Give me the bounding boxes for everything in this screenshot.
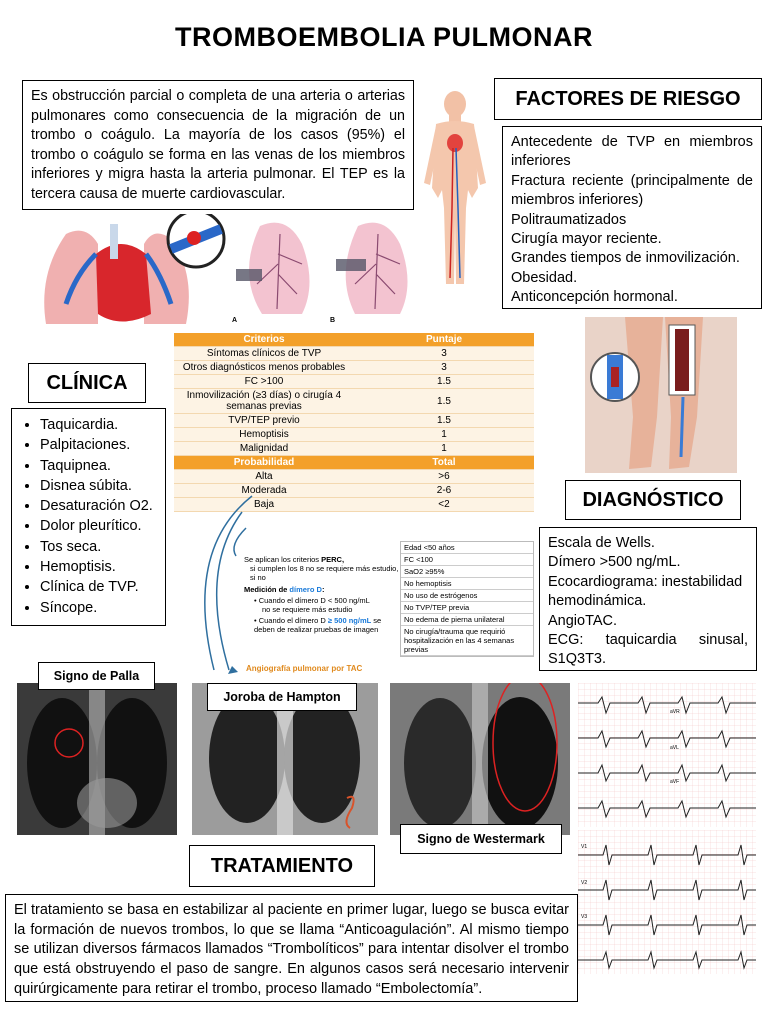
diagnostico-line: ECG: taquicardia sinusal, S1Q3T3. bbox=[548, 632, 748, 668]
intro-box bbox=[22, 80, 414, 210]
lung-b-label: B bbox=[330, 317, 336, 324]
perc-criterion: No edema de pierna unilateral bbox=[401, 614, 533, 626]
tratamiento-box bbox=[5, 894, 578, 1002]
xray-palla bbox=[17, 683, 177, 835]
risk-item: Politraumatizados bbox=[511, 211, 627, 228]
wells-col-criteria: Criterios bbox=[174, 333, 354, 347]
tratamiento-heading-text: TRATAMIENTO bbox=[210, 854, 354, 877]
caption-hampton bbox=[207, 683, 357, 711]
wells-prob-total: <2 bbox=[354, 498, 534, 512]
clinica-list bbox=[16, 415, 161, 618]
lung-b-illustration bbox=[330, 214, 420, 318]
wells-criterion: Hemoptisis bbox=[174, 428, 354, 442]
risk-item: Antecedente de TVP en miembros inferiores bbox=[511, 134, 753, 170]
perc-flow-dimer-text: Medición de bbox=[244, 585, 290, 594]
xray-westermark bbox=[390, 683, 570, 835]
perc-criteria-box bbox=[400, 541, 534, 657]
wells-prob-total: >6 bbox=[354, 470, 534, 484]
ecg-strips bbox=[578, 683, 756, 827]
risk-item: Obesidad. bbox=[511, 269, 578, 286]
perc-criterion: SaO2 ≥95% bbox=[401, 566, 533, 578]
perc-flow-bullet2-text: Cuando el dímero D bbox=[258, 616, 328, 625]
ecg-lead-label: aVL bbox=[670, 745, 679, 751]
wells-prob-label: Moderada bbox=[174, 484, 354, 498]
risk-box bbox=[502, 126, 762, 309]
wells-row bbox=[174, 428, 534, 442]
perc-flow-dimer bbox=[244, 585, 402, 594]
perc-flow-bullet1-text: Cuando el dímero D < 500 ng/mL bbox=[258, 596, 370, 605]
heart-lungs-illustration bbox=[36, 214, 226, 330]
perc-flow-bullet2-result: se deben de realizar pruebas de imagen bbox=[254, 616, 382, 634]
perc-flow-bullet2: • Cuando el dímero D ≥ 500 ng/mL se deben de realizar pruebas de imagen bbox=[254, 616, 382, 634]
wells-header-row bbox=[174, 333, 534, 347]
perc-flow-dimer-term: dímero D bbox=[289, 585, 322, 594]
clinica-item: • Taquicardia. bbox=[40, 415, 161, 435]
clinica-heading bbox=[28, 363, 146, 403]
clinica-box bbox=[11, 408, 166, 626]
caption-westermark bbox=[400, 824, 562, 854]
risk-item: Cirugía mayor reciente. bbox=[511, 231, 662, 248]
wells-col-score: Puntaje bbox=[354, 333, 534, 347]
perc-flow-line2: si cumplen los 8 no se requiere más estudio, si no bbox=[250, 564, 399, 582]
leg-dvt-illustration bbox=[585, 317, 737, 473]
wells-score: 1.5 bbox=[354, 414, 534, 428]
ecg-lead-label: aVR bbox=[670, 709, 680, 715]
body-dvt-illustration bbox=[416, 88, 494, 288]
perc-flow-angio: Angiografía pulmonar por TAC bbox=[246, 664, 363, 673]
risk-item: Anticoncepción hormonal. bbox=[511, 289, 678, 306]
ecg-lead-label: V3 bbox=[581, 914, 588, 920]
wells-criterion: Inmovilización (≥3 días) o cirugía 4 semanas previas bbox=[174, 389, 354, 414]
risk-item: Fractura reciente (principalmente de miembros inferiores) bbox=[511, 172, 753, 209]
clinica-item: • Dolor pleurítico. bbox=[40, 516, 161, 536]
clinica-item: • Síncope. bbox=[40, 598, 161, 618]
diagnostico-line: Dímero >500 ng/mL. bbox=[548, 554, 681, 571]
risk-heading bbox=[494, 78, 762, 120]
perc-criterion: No TVP/TEP previa bbox=[401, 602, 533, 614]
wells-col-total: Total bbox=[354, 456, 534, 470]
perc-flow-perc-label: PERC, bbox=[321, 555, 345, 564]
lung-a-label: A bbox=[232, 317, 238, 324]
wells-row bbox=[174, 361, 534, 375]
clinica-heading-text: CLÍNICA bbox=[46, 371, 128, 394]
perc-criterion: No uso de estrógenos bbox=[401, 590, 533, 602]
wells-table-wrapper bbox=[174, 333, 534, 512]
clinica-item: • Clínica de TVP. bbox=[40, 577, 161, 597]
clinica-item: • Taquipnea. bbox=[40, 456, 161, 476]
perc-criterion: FC <100 bbox=[401, 554, 533, 566]
wells-criterion: TVP/TEP previo bbox=[174, 414, 354, 428]
perc-criterion: No hemoptisis bbox=[401, 578, 533, 590]
perc-flow bbox=[244, 555, 402, 634]
diagnostico-line: Escala de Wells. bbox=[548, 535, 655, 551]
risk-heading-text: FACTORES DE RIESGO bbox=[515, 87, 741, 110]
clinica-item: • Desaturación O2. bbox=[40, 496, 161, 516]
diagnostico-line: AngioTAC. bbox=[548, 612, 618, 629]
diagnostico-heading-text: DIAGNÓSTICO bbox=[582, 488, 724, 511]
caption-hampton-text: Joroba de Hampton bbox=[223, 690, 341, 704]
perc-flow-bullet1: • Cuando el dímero D < 500 ng/mL no se requiere más estudio bbox=[254, 596, 370, 614]
wells-score: 1 bbox=[354, 428, 534, 442]
ecg-lead-label: V2 bbox=[581, 880, 588, 886]
perc-flow-line1-text: Se aplican los criterios bbox=[244, 555, 322, 564]
wells-score: 3 bbox=[354, 347, 534, 361]
wells-score: 3 bbox=[354, 361, 534, 375]
perc-criterion: No cirugía/trauma que requirió hospitalización en las 4 semanas previas bbox=[401, 626, 533, 656]
diagnostico-heading bbox=[565, 480, 741, 520]
wells-prob-total: 2-6 bbox=[354, 484, 534, 498]
perc-flow-dimer-colon: : bbox=[321, 585, 325, 594]
wells-score: 1.5 bbox=[354, 389, 534, 414]
intro-text: Es obstrucción parcial o completa de una arteria o arterias pulmonares como consecuencia de la migración de un trombo o coágulo. La mayoría de los casos (95%) el trombo o coágulo se forma en las venas de los miembros inferiores y migra hasta la arteria pulmonar. El TEP es la tercera causa de muerte cardiovascular. bbox=[31, 88, 405, 202]
diagnostico-line: Ecocardiograma: inestabilidad hemodinámica. bbox=[548, 573, 743, 610]
perc-flow-bullet1-result: no se requiere más estudio bbox=[262, 605, 353, 614]
wells-prob-row bbox=[174, 470, 534, 484]
wells-score: 1 bbox=[354, 442, 534, 456]
lung-a-illustration bbox=[232, 214, 322, 318]
wells-row bbox=[174, 375, 534, 389]
ecg-lead-label: aVF bbox=[670, 779, 680, 785]
clinica-item: • Tos seca. bbox=[40, 537, 161, 557]
wells-row bbox=[174, 442, 534, 456]
wells-prob-label: Alta bbox=[174, 470, 354, 484]
tratamiento-text: El tratamiento se basa en estabilizar al paciente en primer lugar, luego se busca evitar la formación de nuevos trombos, lo que se llama “Anticoagulación”. Al mismo tiempo se utilizan diversos fármacos llamados “Trombolíticos” para intentar disolver el trombo que está obstruyendo el paso de sangre. En algunos casos será necesario intervenir quirúrgicamente para retirar el trombo, proceso llamado “Embolectomía”. bbox=[14, 902, 569, 997]
perc-flow-line1 bbox=[244, 555, 402, 564]
ecg-strips-precordial bbox=[578, 830, 756, 974]
wells-score: 1.5 bbox=[354, 375, 534, 389]
wells-criterion: Síntomas clínicos de TVP bbox=[174, 347, 354, 361]
wells-row bbox=[174, 414, 534, 428]
page-title: TROMBOEMBOLIA PULMONAR bbox=[175, 22, 593, 52]
wells-row bbox=[174, 347, 534, 361]
diagnostico-box bbox=[539, 527, 757, 671]
caption-palla-text: Signo de Palla bbox=[53, 669, 140, 683]
tratamiento-heading bbox=[189, 845, 375, 887]
caption-palla bbox=[38, 662, 155, 690]
wells-row bbox=[174, 389, 534, 414]
wells-criterion: Otros diagnósticos menos probables bbox=[174, 361, 354, 375]
wells-prob-label: Baja bbox=[174, 498, 354, 512]
caption-westermark-text: Signo de Westermark bbox=[417, 832, 545, 846]
perc-flow-bullet2-threshold: ≥ 500 ng/mL bbox=[327, 616, 372, 625]
wells-col-prob: Probabilidad bbox=[174, 456, 354, 470]
wells-criterion: FC >100 bbox=[174, 375, 354, 389]
risk-item: Grandes tiempos de inmovilización. bbox=[511, 250, 740, 267]
wells-table bbox=[174, 333, 534, 512]
clinica-item: • Palpitaciones. bbox=[40, 435, 161, 455]
clinica-item: • Hemoptisis. bbox=[40, 557, 161, 577]
wells-criterion: Malignidad bbox=[174, 442, 354, 456]
clinica-item: • Disnea súbita. bbox=[40, 476, 161, 496]
wells-prob-header-row bbox=[174, 456, 534, 470]
perc-criterion: Edad <50 años bbox=[401, 542, 533, 554]
ecg-lead-label: V1 bbox=[581, 844, 588, 850]
